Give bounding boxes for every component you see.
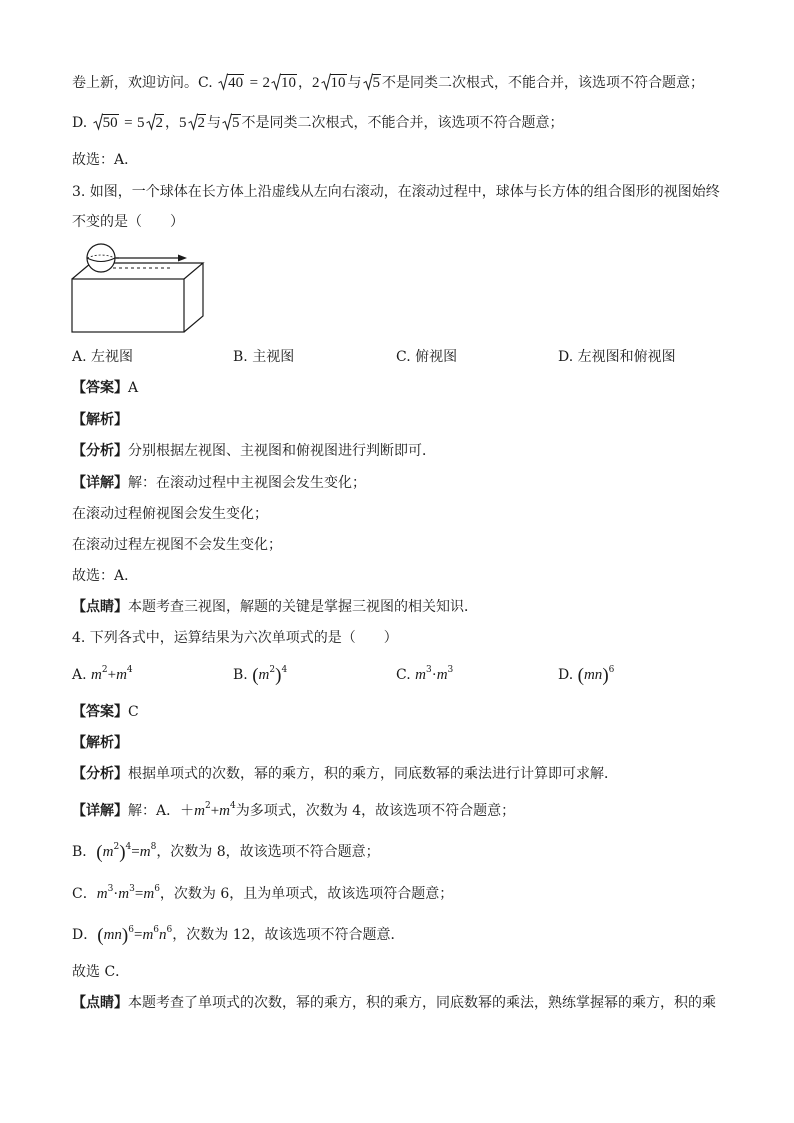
text-line-3: 故选：A． xyxy=(72,152,139,168)
figure-drawing xyxy=(71,241,207,335)
xiangjie-4-a: 【详解】解：A．$+m^2+m^4$为多项式，次数为 4，故该选项不符合题意； xyxy=(72,801,516,819)
xiangjie-3-1: 【详解】解：在滚动过程中主视图会发生变化； xyxy=(72,475,366,491)
sqrt-10-b: 10 xyxy=(321,73,347,93)
q3-option-c: C. 俯视图 xyxy=(396,349,458,365)
q4-option-a: A. $m^2+m^4$ xyxy=(72,665,133,683)
q4-option-b: B. $(m^2)^4$ xyxy=(233,665,288,686)
question-3-line-2: 不变的是（ ） xyxy=(72,214,184,230)
sqrt-40: 40 xyxy=(218,73,244,93)
sqrt-5-b: 5 xyxy=(222,113,241,133)
sqrt-2-b: 2 xyxy=(188,113,207,133)
q3-option-b: B. 主视图 xyxy=(233,349,295,365)
xiangjie-4-b: B．$(m^2)^4=m^8$，次数为 8，故该选项不符合题意； xyxy=(72,842,380,863)
answer-3: 【答案】A xyxy=(72,380,139,396)
xiangjie-3-3: 在滚动过程左视图不会发生变化； xyxy=(72,537,282,553)
analysis-4-heading: 【解析】 xyxy=(72,735,128,751)
xiangjie-3-2: 在滚动过程俯视图会发生变化； xyxy=(72,506,268,522)
text-line-1: 卷上新，欢迎访问。C. 40 = 2 10 ，2 10 与 5 不是同类二次根式，不能合并，该选项不符合题意； xyxy=(72,75,704,91)
q3-option-d: D. 左视图和俯视图 xyxy=(558,349,676,365)
question-3-line-1: 3. 如图，一个球体在长方体上沿虚线从左向右滚动，在滚动过程中，球体与长方体的组合图形的视图始终 xyxy=(72,184,720,200)
dianjing-3: 【点睛】本题考查三视图，解题的关键是掌握三视图的相关知识． xyxy=(72,599,478,615)
line1-prefix: 卷上新，欢迎访问。C. xyxy=(72,75,218,91)
sqrt-5: 5 xyxy=(363,73,382,93)
analysis-3-heading: 【解析】 xyxy=(72,412,128,428)
question-4-line-1: 4. 下列各式中，运算结果为六次单项式的是（ ） xyxy=(72,630,398,646)
xiangjie-4-d: D．$(mn)^6=m^6n^6$，次数为 12，故该选项不符合题意． xyxy=(72,925,405,946)
sqrt-10: 10 xyxy=(271,73,297,93)
choose-3: 故选：A． xyxy=(72,568,139,584)
choose-4: 故选 C． xyxy=(72,964,130,980)
xiangjie-4-c: C．$m^3\cdot m^3=m^6$，次数为 6，且为单项式，故该选项符合题意； xyxy=(72,884,454,902)
sqrt-50: 50 xyxy=(93,113,119,133)
fenxi-3: 【分析】分别根据左视图、主视图和俯视图进行判断即可． xyxy=(72,443,436,459)
text-line-2: D. 50 = 5 2 ，5 2 与 5 不是同类二次根式，不能合并，该选项不符合题意； xyxy=(72,115,564,131)
q3-option-a: A. 左视图 xyxy=(72,349,134,365)
fenxi-4: 【分析】根据单项式的次数，幂的乘方，积的乘方，同底数幂的乘法进行计算即可求解． xyxy=(72,766,618,782)
sphere-on-cuboid-figure xyxy=(71,241,207,339)
q4-option-d: D. (mn)$^6$ xyxy=(558,665,615,686)
answer-4: 【答案】C xyxy=(72,704,139,720)
q4-option-c: C. $m^3\cdot m^3$ xyxy=(396,665,454,683)
dianjing-4: 【点睛】本题考查了单项式的次数，幂的乘方，积的乘方，同底数幂的乘法，熟练掌握幂的乘方，积的乘 xyxy=(72,995,716,1011)
sqrt-2: 2 xyxy=(146,113,165,133)
